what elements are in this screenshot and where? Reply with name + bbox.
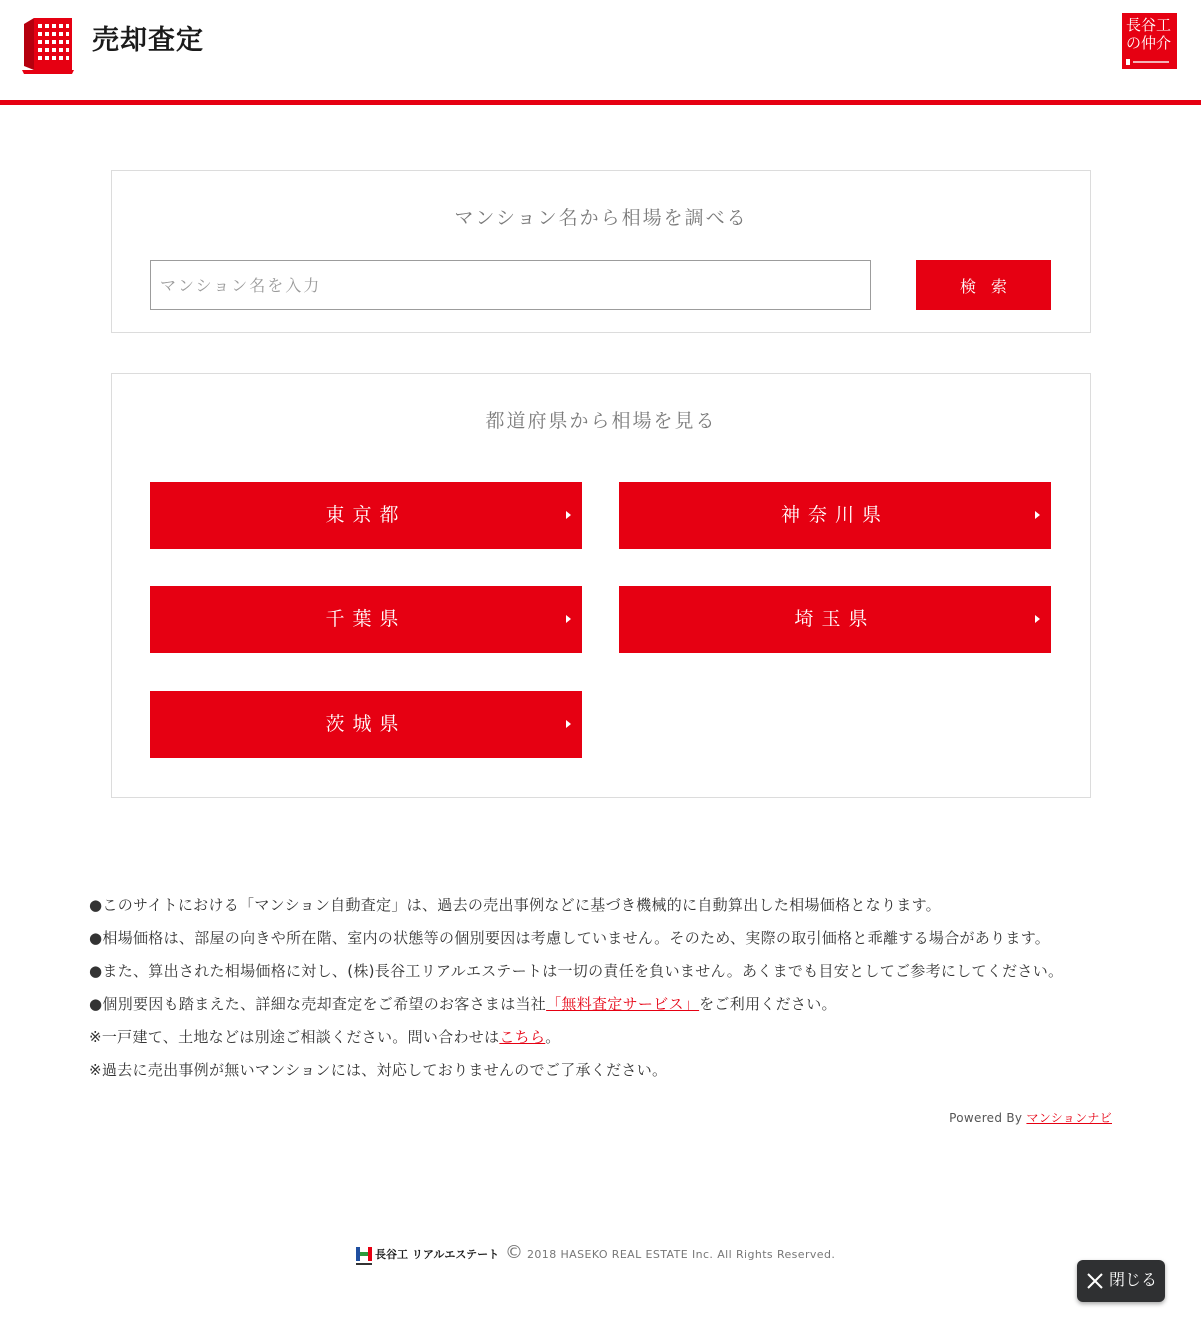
arrow-right-icon (566, 615, 571, 623)
footer (0, 1242, 1201, 1272)
copyright-icon: © (505, 1242, 523, 1263)
mansion-navi-link[interactable]: マンションナビ (1026, 1111, 1112, 1125)
prefecture-button-saitama[interactable] (619, 586, 1051, 653)
mansion-name-input[interactable] (150, 260, 871, 310)
note-line (89, 1021, 1129, 1054)
note-line: ●このサイトにおける「マンション自動査定」は、過去の売出事例などに基づき機械的に自動算出した相場価格となります。 (89, 896, 941, 914)
note-text: ※一戸建て、土地などは別途ご相談ください。問い合わせは (89, 1028, 500, 1046)
header-divider (0, 100, 1201, 105)
note-line: ●相場価格は、部屋の向きや所在階、室内の状態等の個別要因は考慮していません。そのため、実際の取引価格と乖離する場合があります。 (89, 929, 1051, 947)
footer-company-name: 長谷工 リアルエステート (375, 1248, 500, 1261)
note-line: ●また、算出された相場価格に対し、(株)長谷工リアルエステートは一切の責任を負いません。あくまでも目安としてご参考にしてください。 (89, 962, 1064, 980)
free-appraisal-link[interactable]: 「無料査定サービス」 (546, 995, 700, 1013)
prefecture-label: 埼玉県 (794, 608, 876, 630)
prefecture-button-kanagawa[interactable] (619, 482, 1051, 549)
powered-by (949, 1109, 1112, 1126)
prefecture-label: 茨城県 (325, 713, 407, 735)
contact-link[interactable]: こちら (499, 1028, 546, 1046)
prefecture-button-ibaraki[interactable] (150, 691, 582, 758)
prefecture-label: 千葉県 (325, 608, 407, 630)
powered-by-text: Powered By (949, 1111, 1027, 1125)
prefecture-label: 神奈川県 (780, 504, 889, 526)
note-text: 。 (545, 1028, 561, 1046)
note-line: ※過去に売出事例が無いマンションには、対応しておりませんのでご了承ください。 (89, 1061, 668, 1079)
search-heading: マンション名から相場を調べる (454, 207, 748, 229)
close-label: 閉じる (1109, 1270, 1158, 1289)
copyright-text: 2018 HASEKO REAL ESTATE Inc. All Rights Reserved. (527, 1248, 836, 1261)
arrow-right-icon (566, 511, 571, 519)
arrow-right-icon (1035, 615, 1040, 623)
brand-strip-icon (1126, 59, 1172, 65)
note-text: をご利用ください。 (699, 995, 837, 1013)
haseko-logo-icon (356, 1247, 372, 1267)
close-button[interactable] (1077, 1260, 1165, 1302)
disclaimer-notes (89, 889, 1129, 1087)
brand-badge[interactable] (1122, 13, 1177, 69)
prefecture-label: 東京都 (325, 504, 407, 526)
note-text: ●個別要因も踏まえた、詳細な売却査定をご希望のお客さまは当社 (89, 995, 547, 1013)
prefecture-button-chiba[interactable] (150, 586, 582, 653)
note-line (89, 988, 1129, 1021)
prefecture-button-tokyo[interactable] (150, 482, 582, 549)
brand-badge-text: 長谷工 の仲介 (1126, 16, 1172, 52)
building-logo-icon (22, 16, 74, 74)
prefecture-panel (111, 373, 1091, 798)
search-button[interactable]: 検 索 (916, 260, 1051, 310)
search-panel (111, 170, 1091, 333)
prefecture-heading: 都道府県から相場を見る (485, 410, 717, 432)
header (0, 0, 1201, 100)
close-icon (1085, 1271, 1105, 1291)
page-title: 売却査定 (92, 25, 204, 56)
arrow-right-icon (1035, 511, 1040, 519)
arrow-right-icon (566, 720, 571, 728)
